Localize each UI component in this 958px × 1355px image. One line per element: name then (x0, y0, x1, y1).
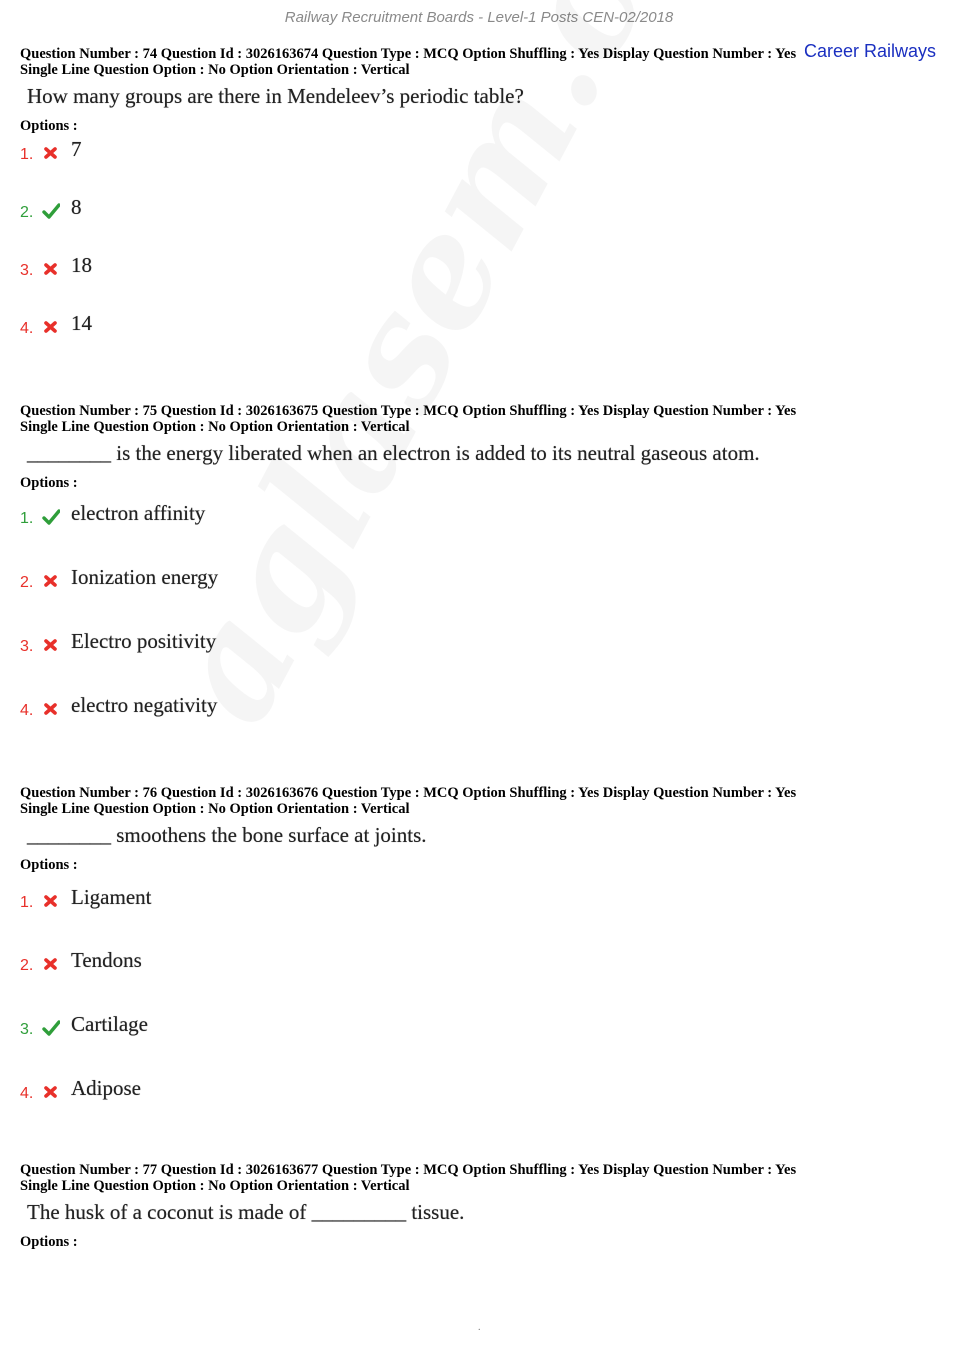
option-text: Tendons (71, 948, 142, 972)
option-number: 3. (20, 1021, 34, 1038)
option-number: 4. (20, 320, 34, 337)
options-label: Options : (20, 118, 78, 134)
option-number: 1. (20, 894, 34, 911)
question-meta-line2: Single Line Question Option : No Option Orientation : Vertical (20, 419, 410, 435)
wrong-cross-icon (42, 700, 60, 718)
option-2 (20, 195, 940, 222)
option-1 (20, 501, 940, 528)
option-number: 2. (20, 204, 34, 221)
option-4 (20, 693, 940, 720)
option-text: Ligament (71, 885, 152, 909)
option-text: Cartilage (71, 1012, 148, 1036)
option-text: 7 (71, 137, 82, 161)
option-number: 3. (20, 262, 34, 279)
option-1 (20, 137, 940, 164)
options-label: Options : (20, 857, 78, 873)
wrong-cross-icon (42, 144, 60, 162)
wrong-cross-icon (42, 260, 60, 278)
footer-mark: . (478, 1322, 481, 1333)
option-3 (20, 629, 940, 656)
option-4 (20, 311, 940, 338)
option-text: Electro positivity (71, 629, 217, 653)
question-meta-line1: Question Number : 74 Question Id : 3026163674 Question Type : MCQ Option Shuffling : Yes Display Question Number : Yes (20, 46, 797, 62)
wrong-cross-icon (42, 892, 60, 910)
option-number: 1. (20, 146, 34, 163)
question-block-76 (20, 785, 940, 1103)
option-2 (20, 565, 940, 592)
correct-check-icon (42, 1019, 60, 1037)
options-label: Options : (20, 475, 78, 491)
question-meta-line1: Question Number : 75 Question Id : 3026163675 Question Type : MCQ Option Shuffling : Yes Display Question Number : Yes (20, 403, 797, 419)
wrong-cross-icon (42, 955, 60, 973)
question-text: The husk of a coconut is made of _________ tissue. (27, 1200, 465, 1224)
question-meta-line1: Question Number : 76 Question Id : 3026163676 Question Type : MCQ Option Shuffling : Yes Display Question Number : Yes (20, 785, 797, 801)
option-text: Ionization energy (71, 565, 219, 589)
option-text: 8 (71, 195, 82, 219)
wrong-cross-icon (42, 636, 60, 654)
option-text: Adipose (71, 1076, 141, 1100)
question-meta-line2: Single Line Question Option : No Option Orientation : Vertical (20, 1178, 410, 1194)
option-4 (20, 1076, 940, 1103)
question-block-74 (20, 46, 940, 338)
question-text: ________ is the energy liberated when an electron is added to its neutral gaseous atom. (27, 441, 760, 465)
question-block-75 (20, 403, 940, 720)
option-1 (20, 885, 940, 912)
question-block-77 (20, 1162, 940, 1251)
option-text: 18 (71, 253, 92, 277)
option-2 (20, 948, 940, 975)
option-3 (20, 1012, 940, 1039)
question-text: How many groups are there in Mendeleev’s periodic table? (27, 84, 524, 108)
option-3 (20, 253, 940, 280)
option-text: electro negativity (71, 693, 218, 717)
option-text: electron affinity (71, 501, 206, 525)
option-number: 1. (20, 510, 34, 527)
career-railways-link[interactable]: Career Railways (803, 41, 936, 61)
option-number: 2. (20, 957, 34, 974)
options-label: Options : (20, 1234, 78, 1250)
question-text: ________ smoothens the bone surface at joints. (27, 823, 427, 847)
correct-check-icon (42, 508, 60, 526)
wrong-cross-icon (42, 318, 60, 336)
question-meta-line2: Single Line Question Option : No Option Orientation : Vertical (20, 62, 410, 78)
question-meta-line1: Question Number : 77 Question Id : 3026163677 Question Type : MCQ Option Shuffling : Yes Display Question Number : Yes (20, 1162, 797, 1178)
wrong-cross-icon (42, 1083, 60, 1101)
option-number: 4. (20, 702, 34, 719)
option-number: 2. (20, 574, 34, 591)
option-number: 3. (20, 638, 34, 655)
correct-check-icon (42, 202, 60, 220)
page-header: Railway Recruitment Boards - Level-1 Posts CEN-02/2018 (284, 9, 674, 26)
wrong-cross-icon (42, 572, 60, 590)
option-number: 4. (20, 1085, 34, 1102)
option-text: 14 (71, 311, 92, 335)
question-meta-line2: Single Line Question Option : No Option Orientation : Vertical (20, 801, 410, 817)
